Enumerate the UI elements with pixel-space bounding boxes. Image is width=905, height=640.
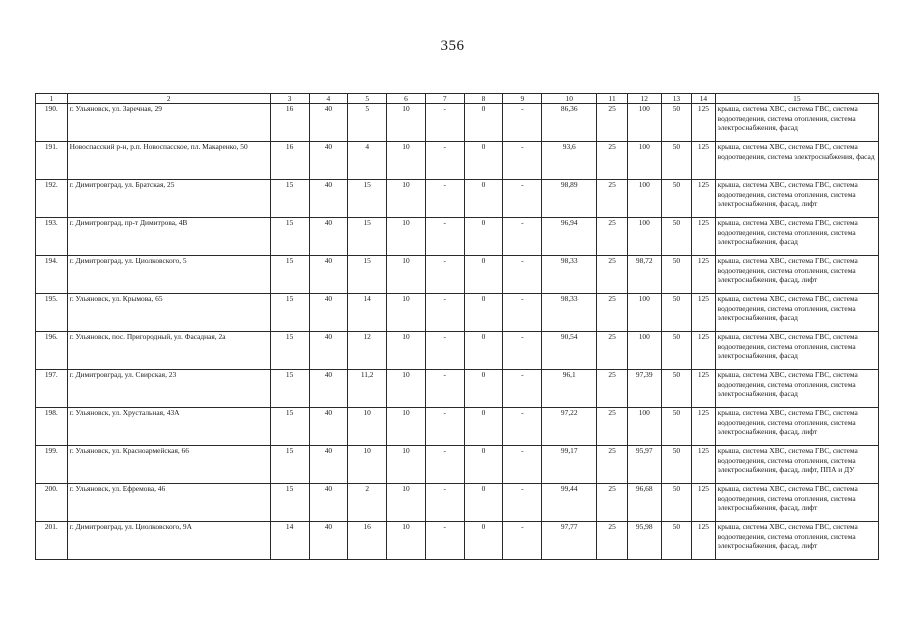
- value-cell: 50: [661, 180, 692, 218]
- value-cell: 125: [692, 370, 715, 408]
- value-cell: 125: [692, 294, 715, 332]
- value-cell: -: [503, 256, 542, 294]
- column-number: 9: [503, 94, 542, 104]
- value-cell: 125: [692, 332, 715, 370]
- value-cell: 98,33: [542, 256, 597, 294]
- table-row: [36, 218, 879, 256]
- value-cell: 10: [387, 294, 426, 332]
- value-cell: 15: [348, 218, 387, 256]
- value-cell: 50: [661, 408, 692, 446]
- value-cell: 10: [387, 446, 426, 484]
- value-cell: 15: [348, 180, 387, 218]
- column-number: 1: [36, 94, 68, 104]
- value-cell: -: [503, 104, 542, 142]
- row-number: 197.: [36, 370, 68, 408]
- value-cell: 97,39: [627, 370, 661, 408]
- value-cell: 14: [348, 294, 387, 332]
- value-cell: 100: [627, 142, 661, 180]
- value-cell: -: [503, 370, 542, 408]
- value-cell: 25: [597, 142, 628, 180]
- column-number: 13: [661, 94, 692, 104]
- value-cell: 40: [309, 408, 348, 446]
- works-cell: крыша, система ХВС, система ГВС, система водоотведения, система отопления, система электроснабжения, фасад, лифт, ППА и ДУ: [715, 446, 878, 484]
- value-cell: 50: [661, 218, 692, 256]
- value-cell: 10: [387, 408, 426, 446]
- row-number: 191.: [36, 142, 68, 180]
- address-cell: г. Ульяновск, ул. Заречная, 29: [67, 104, 270, 142]
- value-cell: 16: [270, 142, 309, 180]
- column-number: 10: [542, 94, 597, 104]
- value-cell: 40: [309, 256, 348, 294]
- value-cell: 98,72: [627, 256, 661, 294]
- value-cell: 15: [270, 294, 309, 332]
- works-cell: крыша, система ХВС, система ГВС, система водоотведения, система отопления, система электроснабжения, фасад, лифт: [715, 522, 878, 560]
- value-cell: -: [425, 484, 464, 522]
- value-cell: 25: [597, 218, 628, 256]
- value-cell: 40: [309, 332, 348, 370]
- value-cell: 50: [661, 522, 692, 560]
- value-cell: -: [425, 370, 464, 408]
- value-cell: 10: [387, 484, 426, 522]
- table-row: [36, 484, 879, 522]
- value-cell: 97,77: [542, 522, 597, 560]
- value-cell: 25: [597, 104, 628, 142]
- value-cell: -: [503, 446, 542, 484]
- value-cell: 95,98: [627, 522, 661, 560]
- value-cell: 125: [692, 180, 715, 218]
- table-row: [36, 256, 879, 294]
- value-cell: 125: [692, 142, 715, 180]
- value-cell: 93,6: [542, 142, 597, 180]
- value-cell: -: [503, 294, 542, 332]
- row-number: 192.: [36, 180, 68, 218]
- value-cell: -: [425, 408, 464, 446]
- row-number: 190.: [36, 104, 68, 142]
- works-cell: крыша, система ХВС, система ГВС, система водоотведения, система электроснабжения, фасад: [715, 142, 878, 180]
- value-cell: 96,94: [542, 218, 597, 256]
- value-cell: -: [425, 218, 464, 256]
- table-row: [36, 522, 879, 560]
- table-row: [36, 180, 879, 218]
- column-number: 15: [715, 94, 878, 104]
- works-cell: крыша, система ХВС, система ГВС, система водоотведения, система отопления, система электроснабжения, фасад, лифт: [715, 256, 878, 294]
- value-cell: 125: [692, 256, 715, 294]
- value-cell: 99,17: [542, 446, 597, 484]
- value-cell: 4: [348, 142, 387, 180]
- value-cell: 40: [309, 180, 348, 218]
- column-number: 14: [692, 94, 715, 104]
- value-cell: 11,2: [348, 370, 387, 408]
- value-cell: 10: [387, 370, 426, 408]
- value-cell: 15: [270, 408, 309, 446]
- value-cell: 50: [661, 370, 692, 408]
- column-number: 3: [270, 94, 309, 104]
- table-row: [36, 294, 879, 332]
- value-cell: -: [503, 142, 542, 180]
- value-cell: 50: [661, 332, 692, 370]
- value-cell: 15: [270, 484, 309, 522]
- row-number: 194.: [36, 256, 68, 294]
- value-cell: 0: [464, 294, 503, 332]
- value-cell: 25: [597, 408, 628, 446]
- value-cell: 0: [464, 370, 503, 408]
- value-cell: 25: [597, 294, 628, 332]
- value-cell: 15: [270, 180, 309, 218]
- value-cell: 40: [309, 218, 348, 256]
- value-cell: 15: [270, 332, 309, 370]
- value-cell: 10: [387, 180, 426, 218]
- address-cell: г. Ульяновск, ул. Хрустальная, 43А: [67, 408, 270, 446]
- value-cell: 40: [309, 484, 348, 522]
- address-cell: г. Ульяновск, пос. Пригородный, ул. Фасадная, 2а: [67, 332, 270, 370]
- value-cell: 50: [661, 256, 692, 294]
- value-cell: 50: [661, 446, 692, 484]
- value-cell: 50: [661, 484, 692, 522]
- column-number: 2: [67, 94, 270, 104]
- column-number: 12: [627, 94, 661, 104]
- column-number: 7: [425, 94, 464, 104]
- value-cell: 98,89: [542, 180, 597, 218]
- value-cell: 25: [597, 484, 628, 522]
- value-cell: 125: [692, 446, 715, 484]
- row-number: 196.: [36, 332, 68, 370]
- address-cell: г. Димитровград, ул. Циолковского, 9А: [67, 522, 270, 560]
- column-number: 8: [464, 94, 503, 104]
- value-cell: 5: [348, 104, 387, 142]
- value-cell: -: [503, 180, 542, 218]
- value-cell: 40: [309, 446, 348, 484]
- register-table: [35, 93, 879, 560]
- value-cell: 40: [309, 142, 348, 180]
- value-cell: 12: [348, 332, 387, 370]
- value-cell: -: [425, 104, 464, 142]
- value-cell: -: [425, 332, 464, 370]
- value-cell: -: [425, 522, 464, 560]
- value-cell: 0: [464, 408, 503, 446]
- value-cell: 10: [387, 218, 426, 256]
- value-cell: 25: [597, 370, 628, 408]
- value-cell: 86,36: [542, 104, 597, 142]
- column-number: 11: [597, 94, 628, 104]
- value-cell: 0: [464, 522, 503, 560]
- value-cell: 100: [627, 180, 661, 218]
- value-cell: 0: [464, 446, 503, 484]
- row-number: 201.: [36, 522, 68, 560]
- address-cell: г. Димитровград, ул. Циолковского, 5: [67, 256, 270, 294]
- value-cell: 90,54: [542, 332, 597, 370]
- value-cell: 0: [464, 180, 503, 218]
- value-cell: 25: [597, 522, 628, 560]
- value-cell: 125: [692, 104, 715, 142]
- value-cell: -: [503, 218, 542, 256]
- value-cell: -: [503, 332, 542, 370]
- value-cell: 25: [597, 256, 628, 294]
- value-cell: 125: [692, 408, 715, 446]
- address-cell: г. Ульяновск, ул. Ефремова, 46: [67, 484, 270, 522]
- address-cell: г. Ульяновск, ул. Красноармейская, 66: [67, 446, 270, 484]
- value-cell: 25: [597, 446, 628, 484]
- value-cell: 50: [661, 294, 692, 332]
- table-row: [36, 142, 879, 180]
- value-cell: 100: [627, 332, 661, 370]
- value-cell: 96,68: [627, 484, 661, 522]
- value-cell: 10: [387, 104, 426, 142]
- row-number: 193.: [36, 218, 68, 256]
- value-cell: 50: [661, 104, 692, 142]
- value-cell: 15: [270, 370, 309, 408]
- value-cell: 0: [464, 332, 503, 370]
- page-number: 356: [440, 38, 465, 54]
- value-cell: 100: [627, 218, 661, 256]
- value-cell: 125: [692, 484, 715, 522]
- value-cell: 16: [348, 522, 387, 560]
- column-number-row: [36, 94, 879, 104]
- value-cell: -: [503, 408, 542, 446]
- row-number: 198.: [36, 408, 68, 446]
- value-cell: 10: [387, 142, 426, 180]
- value-cell: 16: [270, 104, 309, 142]
- value-cell: 125: [692, 218, 715, 256]
- row-number: 199.: [36, 446, 68, 484]
- address-cell: Новоспасский р-н, р.п. Новоспасское, пл. Макаренко, 50: [67, 142, 270, 180]
- value-cell: 15: [270, 256, 309, 294]
- works-cell: крыша, система ХВС, система ГВС, система водоотведения, система отопления, система электроснабжения, фасад: [715, 218, 878, 256]
- row-number: 200.: [36, 484, 68, 522]
- value-cell: 10: [387, 522, 426, 560]
- value-cell: 25: [597, 332, 628, 370]
- address-cell: г. Ульяновск, ул. Крымова, 65: [67, 294, 270, 332]
- value-cell: 40: [309, 104, 348, 142]
- address-cell: г. Димитровград, ул. Братская, 25: [67, 180, 270, 218]
- value-cell: 40: [309, 370, 348, 408]
- value-cell: 0: [464, 104, 503, 142]
- value-cell: -: [503, 522, 542, 560]
- works-cell: крыша, система ХВС, система ГВС, система водоотведения, система отопления, система электроснабжения, фасад: [715, 104, 878, 142]
- column-number: 6: [387, 94, 426, 104]
- value-cell: 100: [627, 294, 661, 332]
- value-cell: 0: [464, 142, 503, 180]
- table-row: [36, 332, 879, 370]
- value-cell: -: [425, 142, 464, 180]
- value-cell: 10: [387, 256, 426, 294]
- table-row: [36, 408, 879, 446]
- value-cell: 50: [661, 142, 692, 180]
- column-number: 5: [348, 94, 387, 104]
- value-cell: 95,97: [627, 446, 661, 484]
- value-cell: 15: [270, 446, 309, 484]
- value-cell: 0: [464, 218, 503, 256]
- value-cell: -: [503, 484, 542, 522]
- row-number: 195.: [36, 294, 68, 332]
- value-cell: 0: [464, 256, 503, 294]
- value-cell: 15: [270, 218, 309, 256]
- value-cell: -: [425, 180, 464, 218]
- address-cell: г. Димитровград, пр-т Димитрова, 4В: [67, 218, 270, 256]
- table-row: [36, 370, 879, 408]
- table-row: [36, 104, 879, 142]
- works-cell: крыша, система ХВС, система ГВС, система водоотведения, система отопления, система электроснабжения, фасад, лифт: [715, 180, 878, 218]
- value-cell: 98,33: [542, 294, 597, 332]
- works-cell: крыша, система ХВС, система ГВС, система водоотведения, система отопления, система электроснабжения, фасад, лифт: [715, 484, 878, 522]
- value-cell: 0: [464, 484, 503, 522]
- column-number: 4: [309, 94, 348, 104]
- value-cell: 100: [627, 408, 661, 446]
- value-cell: 15: [348, 256, 387, 294]
- table-row: [36, 446, 879, 484]
- value-cell: 99,44: [542, 484, 597, 522]
- value-cell: 2: [348, 484, 387, 522]
- value-cell: -: [425, 446, 464, 484]
- value-cell: 97,22: [542, 408, 597, 446]
- value-cell: 10: [348, 446, 387, 484]
- value-cell: -: [425, 294, 464, 332]
- value-cell: 40: [309, 294, 348, 332]
- value-cell: 100: [627, 104, 661, 142]
- value-cell: 10: [348, 408, 387, 446]
- value-cell: -: [425, 256, 464, 294]
- works-cell: крыша, система ХВС, система ГВС, система водоотведения, система отопления, система электроснабжения, фасад: [715, 370, 878, 408]
- value-cell: 25: [597, 180, 628, 218]
- value-cell: 96,1: [542, 370, 597, 408]
- works-cell: крыша, система ХВС, система ГВС, система водоотведения, система отопления, система электроснабжения, фасад, лифт: [715, 408, 878, 446]
- works-cell: крыша, система ХВС, система ГВС, система водоотведения, система отопления, система электроснабжения, фасад: [715, 332, 878, 370]
- value-cell: 10: [387, 332, 426, 370]
- works-cell: крыша, система ХВС, система ГВС, система водоотведения, система отопления, система электроснабжения, фасад: [715, 294, 878, 332]
- address-cell: г. Димитровград, ул. Свирская, 23: [67, 370, 270, 408]
- value-cell: 40: [309, 522, 348, 560]
- value-cell: 125: [692, 522, 715, 560]
- value-cell: 14: [270, 522, 309, 560]
